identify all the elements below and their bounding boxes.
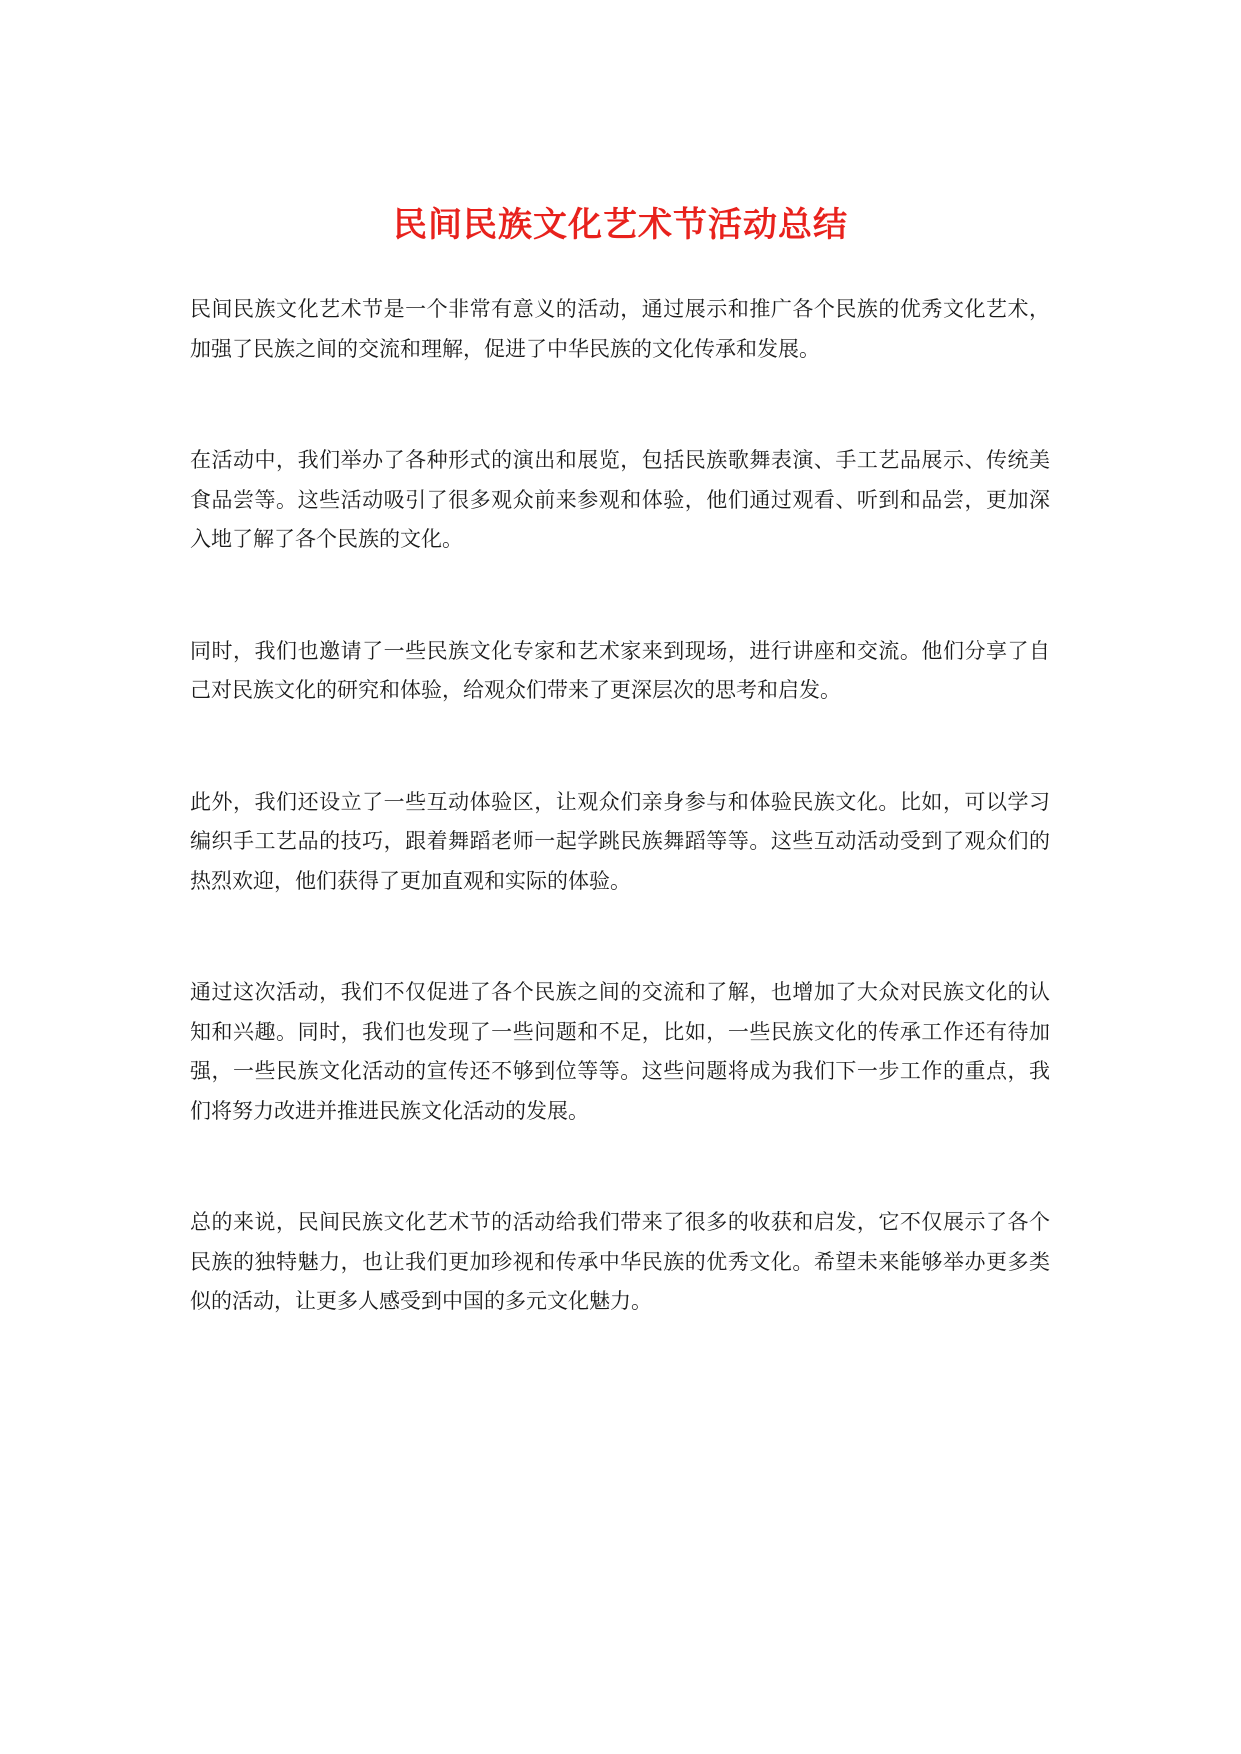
paragraph-6: 总的来说，民间民族文化艺术节的活动给我们带来了很多的收获和启发，它不仅展示了各个民族的独特魅力，也让我们更加珍视和传承中华民族的优秀文化。希望未来能够举办更多类似的活动，让更多人感受到中国的多元文化魅力。 [190,1210,1050,1313]
paragraph-4: 此外，我们还设立了一些互动体验区，让观众们亲身参与和体验民族文化。比如，可以学习编织手工艺品的技巧，跟着舞蹈老师一起学跳民族舞蹈等等。这些互动活动受到了观众们的热烈欢迎，他们获得了更加直观和实际的体验。 [190,789,1050,893]
paragraph-2: 在活动中，我们举办了各种形式的演出和展览，包括民族歌舞表演、手工艺品展示、传统美食品尝等。这些活动吸引了很多观众前来参观和体验，他们通过观看、听到和品尝，更加深入地了解了各个民族的文化。 [190,448,1050,551]
paragraph-5: 通过这次活动，我们不仅促进了各个民族之间的交流和了解，也增加了大众对民族文化的认知和兴趣。同时，我们也发现了一些问题和不足，比如，一些民族文化的传承工作还有待加强，一些民族文化活动的宣传还不够到位等等。这些问题将成为我们下一步工作的重点，我们将努力改进并推进民族文化活动的发展。 [190,980,1050,1123]
document-title: 民间民族文化艺术节活动总结 [393,204,848,245]
paragraph-3: 同时，我们也邀请了一些民族文化专家和艺术家来到现场，进行讲座和交流。他们分享了自己对民族文化的研究和体验，给观众们带来了更深层次的思考和启发。 [190,638,1050,702]
paragraph-1: 民间民族文化艺术节是一个非常有意义的活动，通过展示和推广各个民族的优秀文化艺术，加强了民族之间的交流和理解，促进了中华民族的文化传承和发展。 [190,297,1050,361]
document-body [190,290,1050,1394]
